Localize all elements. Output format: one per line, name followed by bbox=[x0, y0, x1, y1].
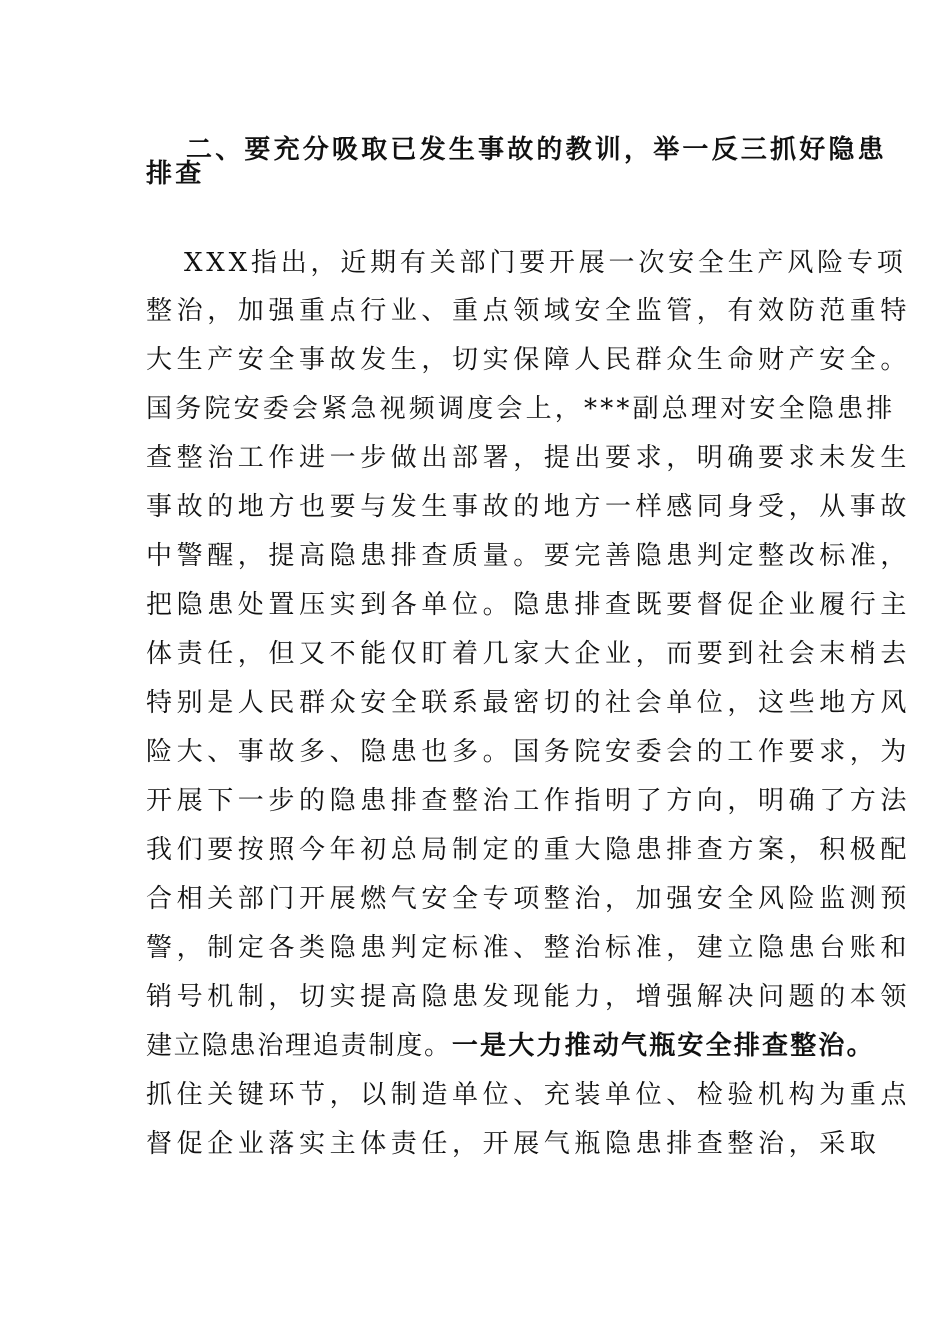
paragraph-line: 事故的地方也要与发生事故的地方一样感同身受，从事故 bbox=[146, 492, 912, 522]
paragraph-line: 把隐患处置压实到各单位。隐患排查既要督促企业履行主 bbox=[146, 590, 912, 620]
paragraph-line: 险大、事故多、隐患也多。国务院安委会的工作要求，为 bbox=[146, 737, 912, 767]
paragraph-line: 大生产安全事故发生，切实保障人民群众生命财产安全。 bbox=[146, 345, 912, 375]
paragraph-line-mixed bbox=[146, 1024, 875, 1068]
paragraph-line: 我们要按照今年初总局制定的重大隐患排查方案，积极配 bbox=[146, 835, 912, 865]
paragraph-line: 抓住关键环节，以制造单位、充装单位、检验机构为重点 bbox=[146, 1080, 912, 1110]
paragraph-line: 督促企业落实主体责任，开展气瓶隐患排查整治，采取 bbox=[146, 1129, 881, 1159]
paragraph-line: 整治，加强重点行业、重点领域安全监管，有效防范重特 bbox=[146, 296, 912, 326]
bold-emphasis-text: 一是大力推动气瓶安全排查整治。 bbox=[451, 1031, 875, 1061]
paragraph-line: 国务院安委会紧急视频调度会上，***副总理对安全隐患排 bbox=[146, 394, 896, 424]
paragraph-line: 警，制定各类隐患判定标准、整治标准，建立隐患台账和 bbox=[146, 933, 912, 963]
section-heading-line-1: 二、要充分吸取已发生事故的教训，举一反三抓好隐患 bbox=[186, 135, 887, 165]
paragraph-line: 中警醒，提高隐患排查质量。要完善隐患判定整改标准， bbox=[146, 541, 912, 571]
paragraph-line: XXX指出，近期有关部门要开展一次安全生产风险专项 bbox=[184, 248, 907, 278]
paragraph-line: 开展下一步的隐患排查整治工作指明了方向，明确了方法 bbox=[146, 786, 912, 816]
section-heading-line-2: 排查 bbox=[146, 159, 205, 189]
normal-text: 建立隐患治理追责制度。 bbox=[146, 1031, 452, 1061]
paragraph-line: 体责任，但又不能仅盯着几家大企业，而要到社会末梢去 bbox=[146, 639, 912, 669]
paragraph-line: 特别是人民群众安全联系最密切的社会单位，这些地方风 bbox=[146, 688, 912, 718]
paragraph-line: 销号机制，切实提高隐患发现能力，增强解决问题的本领 bbox=[146, 982, 912, 1012]
paragraph-line: 查整治工作进一步做出部署，提出要求，明确要求未发生 bbox=[146, 443, 912, 473]
paragraph-line: 合相关部门开展燃气安全专项整治，加强安全风险监测预 bbox=[146, 884, 912, 914]
